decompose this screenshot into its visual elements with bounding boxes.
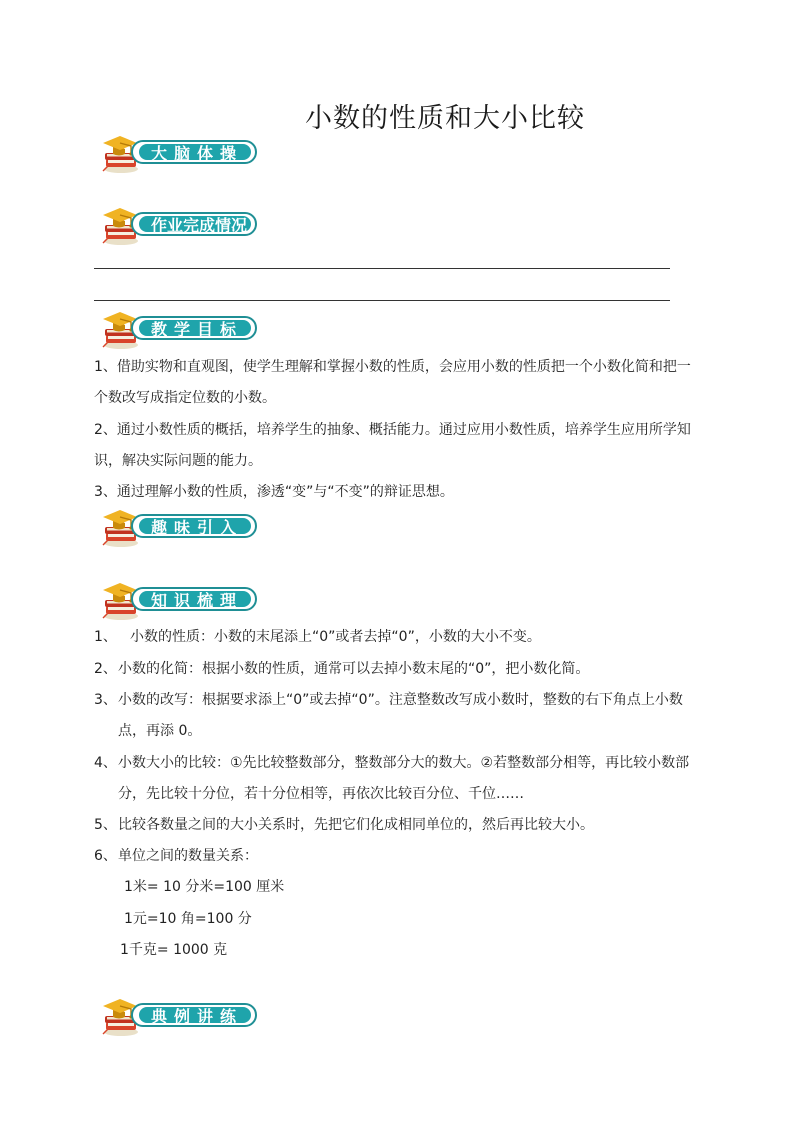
item-number: 1、: [94, 629, 117, 645]
section-banner-homework: [99, 207, 261, 243]
item-text: 通过理解小数的性质，渗透“变”与“不变”的辩证思想。: [116, 484, 454, 500]
unit-relation: 1元=10 角=100 分: [124, 911, 252, 927]
item-number: 1、: [94, 359, 117, 375]
item-text: 单位之间的数量关系：: [118, 848, 258, 864]
section-title: 教学目标: [151, 320, 244, 339]
goal-item: [94, 477, 704, 508]
item-number: 3、: [94, 692, 117, 708]
knowledge-item: [94, 654, 704, 685]
item-text: 通过小数性质的概括，培养学生的抽象、概括能力。通过应用小数性质，培养学生应用所学知识，解决实际问题的能力。: [94, 422, 691, 469]
item-text: 小数的化简：根据小数的性质，通常可以去掉小数末尾的“0”，把小数化简。: [118, 661, 590, 677]
item-number: 2、: [94, 661, 117, 677]
section-banner-goals: [99, 311, 261, 347]
section-title: 大脑体操: [151, 144, 244, 163]
section-banner-intro: [99, 509, 261, 545]
answer-line: [94, 300, 670, 301]
section-title: 作业完成情况: [151, 216, 248, 235]
item-number: 3、: [94, 484, 117, 500]
unit-relation: 1千克= 1000 克: [120, 942, 228, 958]
item-text: 小数大小的比较：①先比较整数部分，整数部分大的数大。②若整数部分相等，再比较小数部分，先比较十分位，若十分位相等，再依次比较百分位、千位……: [118, 755, 690, 802]
goal-item: [94, 352, 704, 414]
page-title: 小数的性质和大小比较: [305, 103, 585, 134]
item-number: 4、: [94, 755, 117, 771]
answer-line: [94, 268, 670, 269]
item-text: 借助实物和直观图，使学生理解和掌握小数的性质，会应用小数的性质把一个小数化简和把一个数改写成指定位数的小数。: [94, 359, 691, 406]
section-title: 趣味引入: [151, 518, 244, 537]
knowledge-item: [94, 685, 704, 747]
item-text: 小数的性质：小数的末尾添上“0”或者去掉“0”，小数的大小不变。: [130, 629, 541, 645]
item-text: 比较各数量之间的大小关系时，先把它们化成相同单位的，然后再比较大小。: [118, 817, 594, 833]
item-number: 2、: [94, 422, 117, 438]
knowledge-item: [94, 622, 704, 653]
item-number: 6、: [94, 848, 117, 864]
item-text: 小数的改写：根据要求添上“0”或去掉“0”。注意整数改写成小数时，整数的右下角点上小数点，再添 0。: [118, 692, 683, 739]
knowledge-item: [94, 748, 704, 810]
unit-relation: 1米= 10 分米=100 厘米: [124, 879, 285, 895]
goal-item: [94, 415, 704, 477]
item-number: 5、: [94, 817, 117, 833]
section-banner-examples: [99, 998, 261, 1034]
section-title: 典例讲练: [151, 1007, 244, 1026]
knowledge-item: [94, 841, 704, 872]
section-banner-brain: [99, 135, 261, 171]
section-title: 知识梳理: [151, 591, 244, 610]
section-banner-knowledge: [99, 582, 261, 618]
knowledge-item: [94, 810, 704, 841]
